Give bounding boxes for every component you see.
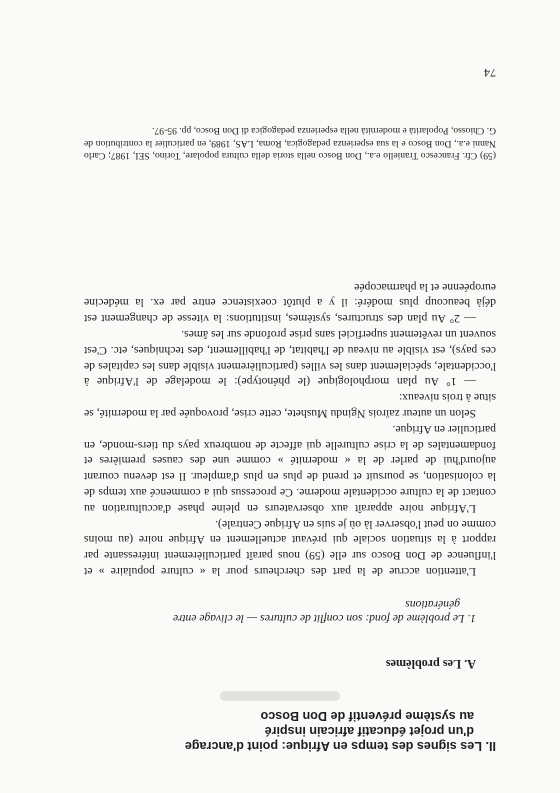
section-heading: A. Les problèmes (385, 657, 476, 671)
body-text (84, 279, 496, 579)
footnote (84, 124, 496, 161)
paragraph: L'attention accrue de la part des chercheurs pour la « culture populaire » et l'influence de Don Bosco sur elle (59) nous paraît particulièrement intéressante par rapport à la situation sociale qui prévaut actuellement en Afrique noire (au moins comme on peut l'observer là où je suis en Afrique Centrale). (84, 517, 496, 578)
subsection-heading (96, 597, 476, 625)
footnote-number: (59) (480, 150, 496, 161)
chapter-title-line: au système préventif de Don Bosco (260, 709, 474, 723)
subsection-line: 1. Le problème de fond: son conflit de cultures — le clivage entre (173, 612, 476, 625)
paragraph: — 2° Au plan des structures, systèmes, institutions: la vitesse de changement est déjà beaucoup plus modéré: il y a plutôt coexistence entre par ex. la médecine européenne et la pharmacopée (84, 280, 496, 326)
paragraph: — 1° Au plan morphologique (le phénotype): le modelage de l'Afrique à l'occidentale, spécialement dans les villes (particulièrement visible dans les capitales de ces pays), est visible au niveau de l'habitat, de l'habillement, des techniques, etc. C'est souvent un revêtement superficiel sans prise profonde sur les âmes. (84, 328, 496, 389)
chapter-title-line: II. Les signes des temps en Afrique: point d'ancrage (184, 739, 496, 753)
paper-stain (220, 691, 340, 701)
paragraph: Selon un auteur zaïrois Ngindu Mushete, cette crise, provoquée par la modernité, se situe à trois niveaux: (84, 391, 496, 421)
footnote-text: Cfr. Francesco Traniello e.a., Don Bosco nella storia della cultura popolare, Torino, SEI, 1987; Carlo Nanni e.a., Don Bosco e la sua esperienza pedagogica, Roma, LAS, 1989, en particulier la contribution de G. Chiosso, Popolarità e modernità nella esperienza pedagogica di Don Bosco, pp. 95-97. (84, 125, 496, 161)
paragraph: L'Afrique noire apparaît aux observateurs en pleine phase d'acculturation au contact de la culture occidentale moderne. Ce processus qui a commencé aux temps de la colonisation, se poursuit et prend de plus en plus d'ampleur. Il est devenu courant aujourd'hui de parler de la « modernité » comme une des causes premières et fondamentales de la crise culturelle qui affecte de nombreux pays du tiers-monde, en particulier en Afrique. (84, 422, 496, 515)
page-number: 74 (484, 66, 496, 80)
chapter-title-line: d'un projet éducatif africain inspiré (264, 724, 474, 738)
chapter-title (126, 708, 496, 753)
subsection-line: générations (405, 598, 460, 611)
